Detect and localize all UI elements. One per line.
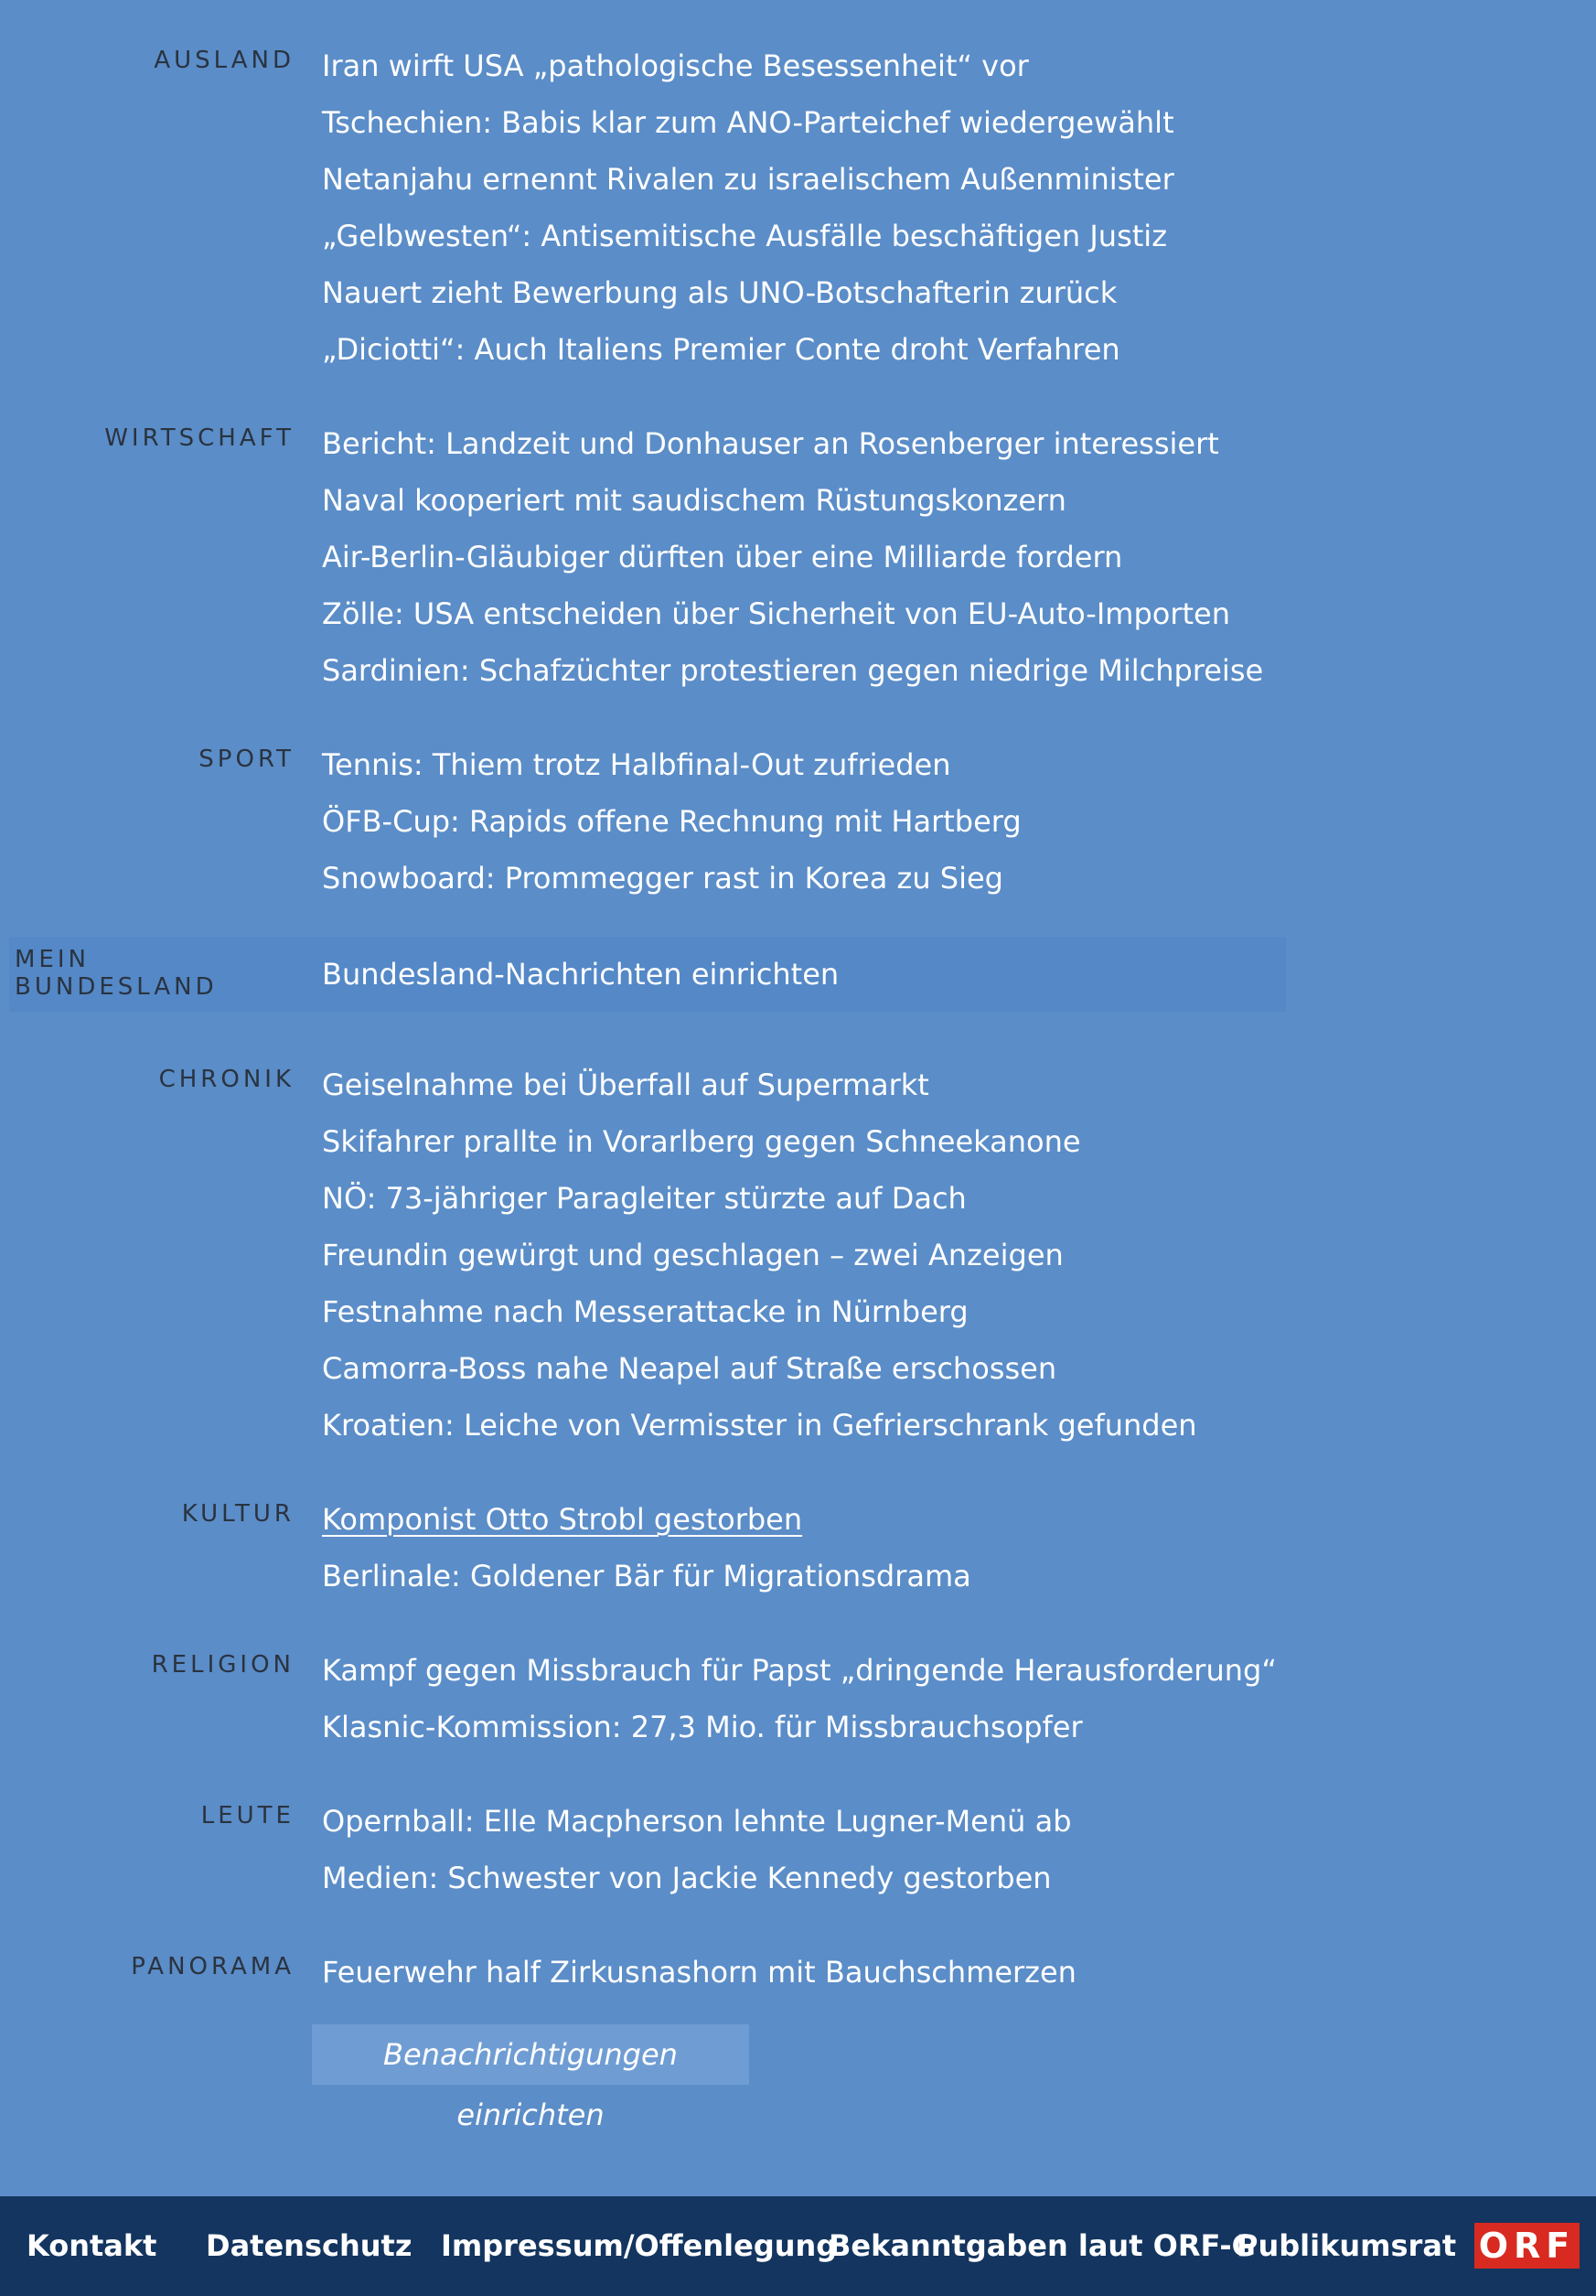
footer-link-bekanntgaben[interactable]: Bekanntgaben laut ORF-G xyxy=(829,2228,1256,2263)
section-label: MEIN BUNDESLAND xyxy=(15,946,218,1001)
news-link[interactable]: Klasnic-Kommission: 27,3 Mio. für Missbrauchsopfer xyxy=(322,1710,1083,1744)
orf-logo[interactable]: ORF xyxy=(1474,2223,1580,2269)
news-link[interactable]: Snowboard: Prommegger rast in Korea zu Sieg xyxy=(322,861,1003,896)
section-label: AUSLAND xyxy=(154,47,295,74)
news-link[interactable]: Netanjahu ernennt Rivalen zu israelischem Außenminister xyxy=(322,162,1174,197)
news-link[interactable]: Berlinale: Goldener Bär für Migrationsdrama xyxy=(322,1559,971,1593)
notify-container xyxy=(312,2024,749,2132)
section-wirtschaft xyxy=(0,415,1596,699)
news-link[interactable]: Festnahme nach Messerattacke in Nürnberg xyxy=(322,1294,969,1329)
footer-link-impressum[interactable]: Impressum/Offenlegung xyxy=(441,2228,838,2263)
news-list xyxy=(322,38,1596,378)
news-link[interactable]: Air-Berlin-Gläubiger dürften über eine Milliarde fordern xyxy=(322,540,1123,574)
news-link[interactable]: Bericht: Landzeit und Donhauser an Rosenberger interessiert xyxy=(322,426,1219,461)
notifications-setup-button[interactable]: Benachrichtigungen einrichten xyxy=(312,2024,749,2085)
section-sport xyxy=(0,736,1596,907)
section-label: RELIGION xyxy=(151,1651,295,1679)
news-link[interactable]: Kampf gegen Missbrauch für Papst „dringende Herausforderung“ xyxy=(322,1653,1277,1688)
section-chronik xyxy=(0,1057,1596,1454)
section-kultur xyxy=(0,1491,1596,1604)
section-label: CHRONIK xyxy=(158,1066,295,1093)
news-link[interactable]: Naval kooperiert mit saudischem Rüstungskonzern xyxy=(322,483,1066,518)
news-list xyxy=(322,1057,1596,1454)
news-link[interactable]: Freundin gewürgt und geschlagen – zwei Anzeigen xyxy=(322,1238,1064,1272)
section-label: KULTUR xyxy=(181,1500,295,1528)
footer xyxy=(0,2196,1596,2296)
news-list xyxy=(322,1944,1596,2001)
news-link[interactable]: Medien: Schwester von Jackie Kennedy gestorben xyxy=(322,1861,1052,1895)
news-link[interactable]: Feuerwehr half Zirkusnashorn mit Bauchschmerzen xyxy=(322,1955,1076,1990)
section-label: WIRTSCHAFT xyxy=(104,424,295,452)
news-link[interactable]: Iran wirft USA „pathologische Besessenheit“ vor xyxy=(322,48,1029,83)
bundesland-setup-link[interactable]: Bundesland-Nachrichten einrichten xyxy=(322,957,840,992)
section-label: PANORAMA xyxy=(131,1953,295,1980)
news-list xyxy=(322,946,1286,1003)
section-leute xyxy=(0,1793,1596,1906)
news-list xyxy=(322,1491,1596,1604)
news-link[interactable]: Zölle: USA entscheiden über Sicherheit von EU-Auto-Importen xyxy=(322,596,1231,631)
news-link[interactable]: Kroatien: Leiche von Vermisster in Gefrierschrank gefunden xyxy=(322,1408,1197,1443)
news-list xyxy=(322,415,1596,699)
section-mein-bundesland xyxy=(9,937,1286,1012)
section-label: SPORT xyxy=(198,746,295,773)
footer-link-datenschutz[interactable]: Datenschutz xyxy=(206,2228,412,2263)
news-link[interactable]: Camorra-Boss nahe Neapel auf Straße erschossen xyxy=(322,1351,1057,1386)
section-ausland xyxy=(0,38,1596,378)
news-list xyxy=(322,736,1596,907)
section-label: LEUTE xyxy=(200,1802,295,1829)
news-list xyxy=(322,1642,1596,1755)
news-link[interactable]: „Gelbwesten“: Antisemitische Ausfälle beschäftigen Justiz xyxy=(322,219,1167,253)
news-link[interactable]: „Diciotti“: Auch Italiens Premier Conte droht Verfahren xyxy=(322,332,1120,367)
news-link[interactable]: ÖFB-Cup: Rapids offene Rechnung mit Hartberg xyxy=(322,804,1022,839)
news-content xyxy=(0,38,1596,2038)
section-panorama xyxy=(0,1944,1596,2001)
section-religion xyxy=(0,1642,1596,1755)
news-link[interactable]: Sardinien: Schafzüchter protestieren gegen niedrige Milchpreise xyxy=(322,653,1264,688)
news-link[interactable]: Opernball: Elle Macpherson lehnte Lugner-Menü ab xyxy=(322,1804,1072,1839)
news-link[interactable]: Nauert zieht Bewerbung als UNO-Botschafterin zurück xyxy=(322,275,1118,310)
footer-link-publikumsrat[interactable]: Publikumsrat xyxy=(1237,2228,1457,2263)
footer-link-kontakt[interactable]: Kontakt xyxy=(27,2228,157,2263)
news-link[interactable]: Skifahrer prallte in Vorarlberg gegen Schneekanone xyxy=(322,1124,1081,1159)
news-link[interactable]: Geiselnahme bei Überfall auf Supermarkt xyxy=(322,1068,929,1102)
news-list xyxy=(322,1793,1596,1906)
news-link[interactable]: NÖ: 73-jähriger Paragleiter stürzte auf Dach xyxy=(322,1181,967,1216)
news-link-hovered[interactable]: Komponist Otto Strobl gestorben xyxy=(322,1502,803,1537)
news-link[interactable]: Tennis: Thiem trotz Halbfinal-Out zufrieden xyxy=(322,747,951,782)
news-link[interactable]: Tschechien: Babis klar zum ANO-Parteichef wiedergewählt xyxy=(322,105,1174,140)
